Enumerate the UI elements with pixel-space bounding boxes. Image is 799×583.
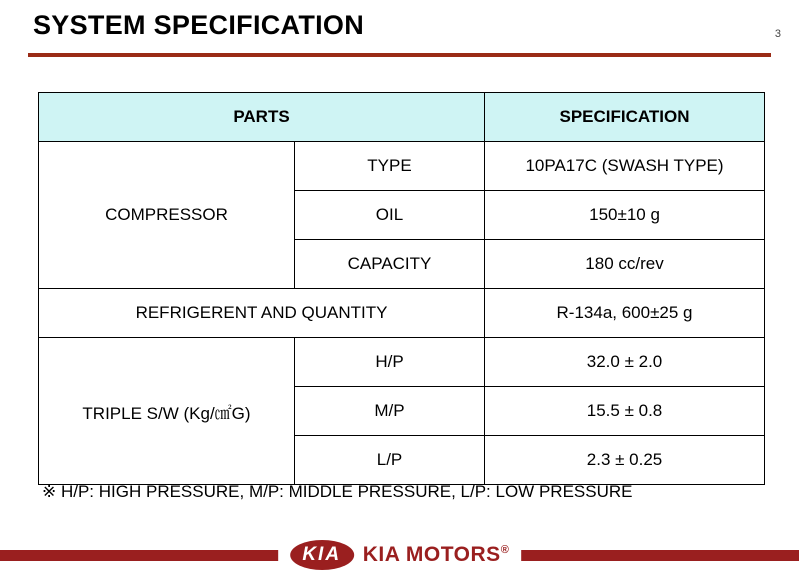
table-header-row xyxy=(39,93,765,142)
table-row xyxy=(39,289,765,338)
row-group-refrigerant: REFRIGERENT AND QUANTITY xyxy=(39,289,485,338)
row-spec-hp: 32.0 ± 2.0 xyxy=(485,338,765,387)
table-row xyxy=(39,142,765,191)
column-header-parts: PARTS xyxy=(39,93,485,142)
row-sub-lp: L/P xyxy=(295,436,485,485)
specification-table xyxy=(38,92,765,485)
row-sub-mp: M/P xyxy=(295,387,485,436)
row-spec-oil: 150±10 g xyxy=(485,191,765,240)
kia-emblem-icon: KIA xyxy=(290,540,354,570)
row-sub-capacity: CAPACITY xyxy=(295,240,485,289)
footnote-text: ※ H/P: HIGH PRESSURE, M/P: MIDDLE PRESSURE, L/P: LOW PRESSURE xyxy=(42,482,633,501)
trademark-icon: ® xyxy=(500,544,510,556)
row-sub-hp: H/P xyxy=(295,338,485,387)
kia-logo xyxy=(278,536,522,574)
row-group-compressor: COMPRESSOR xyxy=(39,142,295,289)
title-divider xyxy=(28,53,771,57)
column-header-specification: SPECIFICATION xyxy=(485,93,765,142)
table-row xyxy=(39,338,765,387)
kia-wordmark xyxy=(363,543,510,567)
row-spec-mp: 15.5 ± 0.8 xyxy=(485,387,765,436)
row-sub-oil: OIL xyxy=(295,191,485,240)
row-sub-type: TYPE xyxy=(295,142,485,191)
page-title: SYSTEM SPECIFICATION xyxy=(33,10,365,40)
slide-number: 3 xyxy=(774,28,781,40)
row-spec-refrigerant: R-134a, 600±25 g xyxy=(485,289,765,338)
row-spec-type: 10PA17C (SWASH TYPE) xyxy=(485,142,765,191)
row-spec-capacity: 180 cc/rev xyxy=(485,240,765,289)
row-group-triple-sw: TRIPLE S/W (Kg/㎠G) xyxy=(39,338,295,485)
row-spec-lp: 2.3 ± 0.25 xyxy=(485,436,765,485)
kia-wordmark-text: KIA MOTORS xyxy=(362,543,501,566)
